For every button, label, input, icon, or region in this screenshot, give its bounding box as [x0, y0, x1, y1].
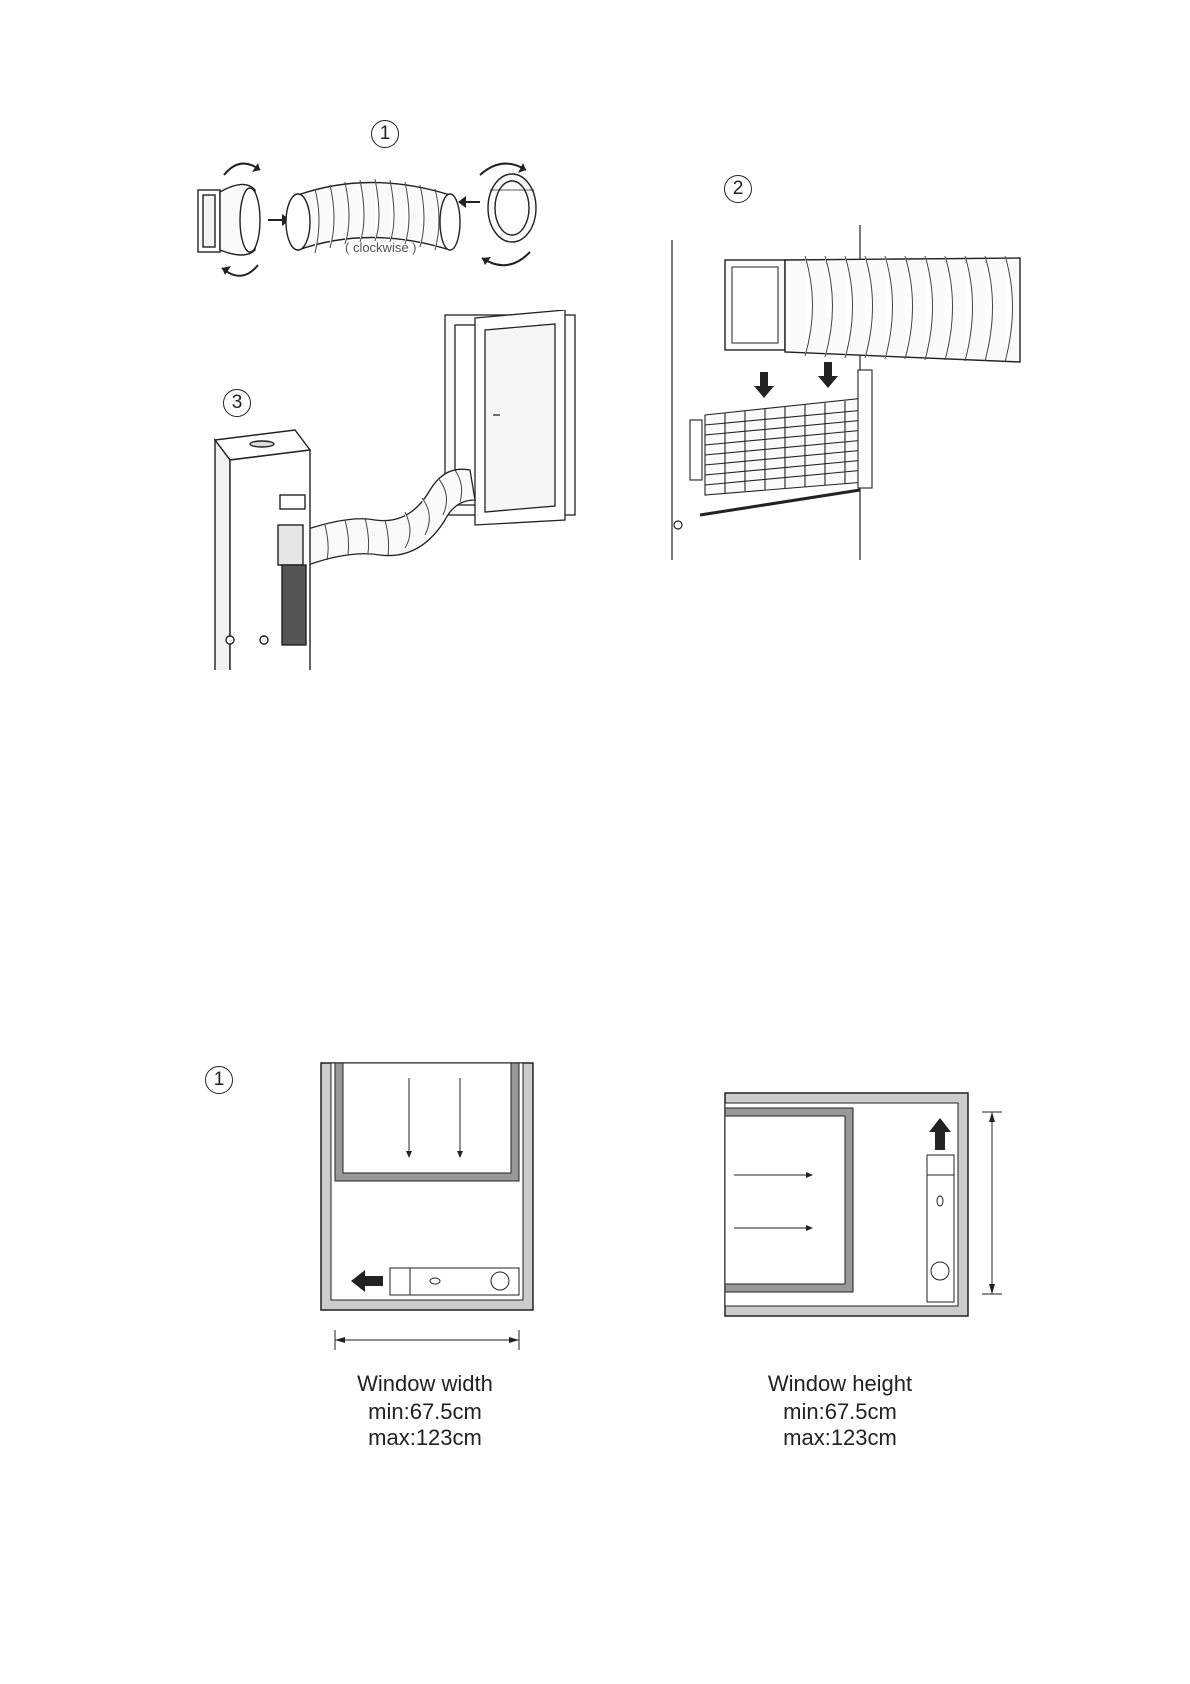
clockwise-note: ( clockwise ) [345, 240, 417, 255]
hose-connector-icon [488, 174, 536, 242]
window-width-max: max:123cm [368, 1425, 482, 1450]
window-width-min: min:67.5cm [368, 1399, 482, 1424]
window-height-min: min:67.5cm [783, 1399, 897, 1424]
wall-mount-illustration [670, 220, 1030, 565]
window-height-label: Window height [767, 1371, 913, 1396]
down-arrow-icon [754, 362, 838, 398]
unit-window-illustration [200, 310, 590, 670]
window-height-diagram [720, 1088, 1020, 1318]
window-adapter-icon [198, 184, 260, 255]
flexible-hose-icon [305, 469, 475, 565]
portable-ac-unit-icon [215, 430, 310, 670]
wall-grille-icon [690, 370, 872, 515]
window-width-diagram [315, 1058, 545, 1363]
step-number-3: 3 [223, 389, 251, 417]
window-width-label: Window width [357, 1371, 493, 1396]
wall-hose-icon [785, 256, 1020, 362]
window-height-max: max:123cm [783, 1425, 897, 1450]
step-number-1: 1 [371, 120, 399, 148]
step-number-window: 1 [205, 1066, 233, 1094]
step-number-2: 2 [724, 175, 752, 203]
hose-assembly-illustration [190, 150, 580, 290]
